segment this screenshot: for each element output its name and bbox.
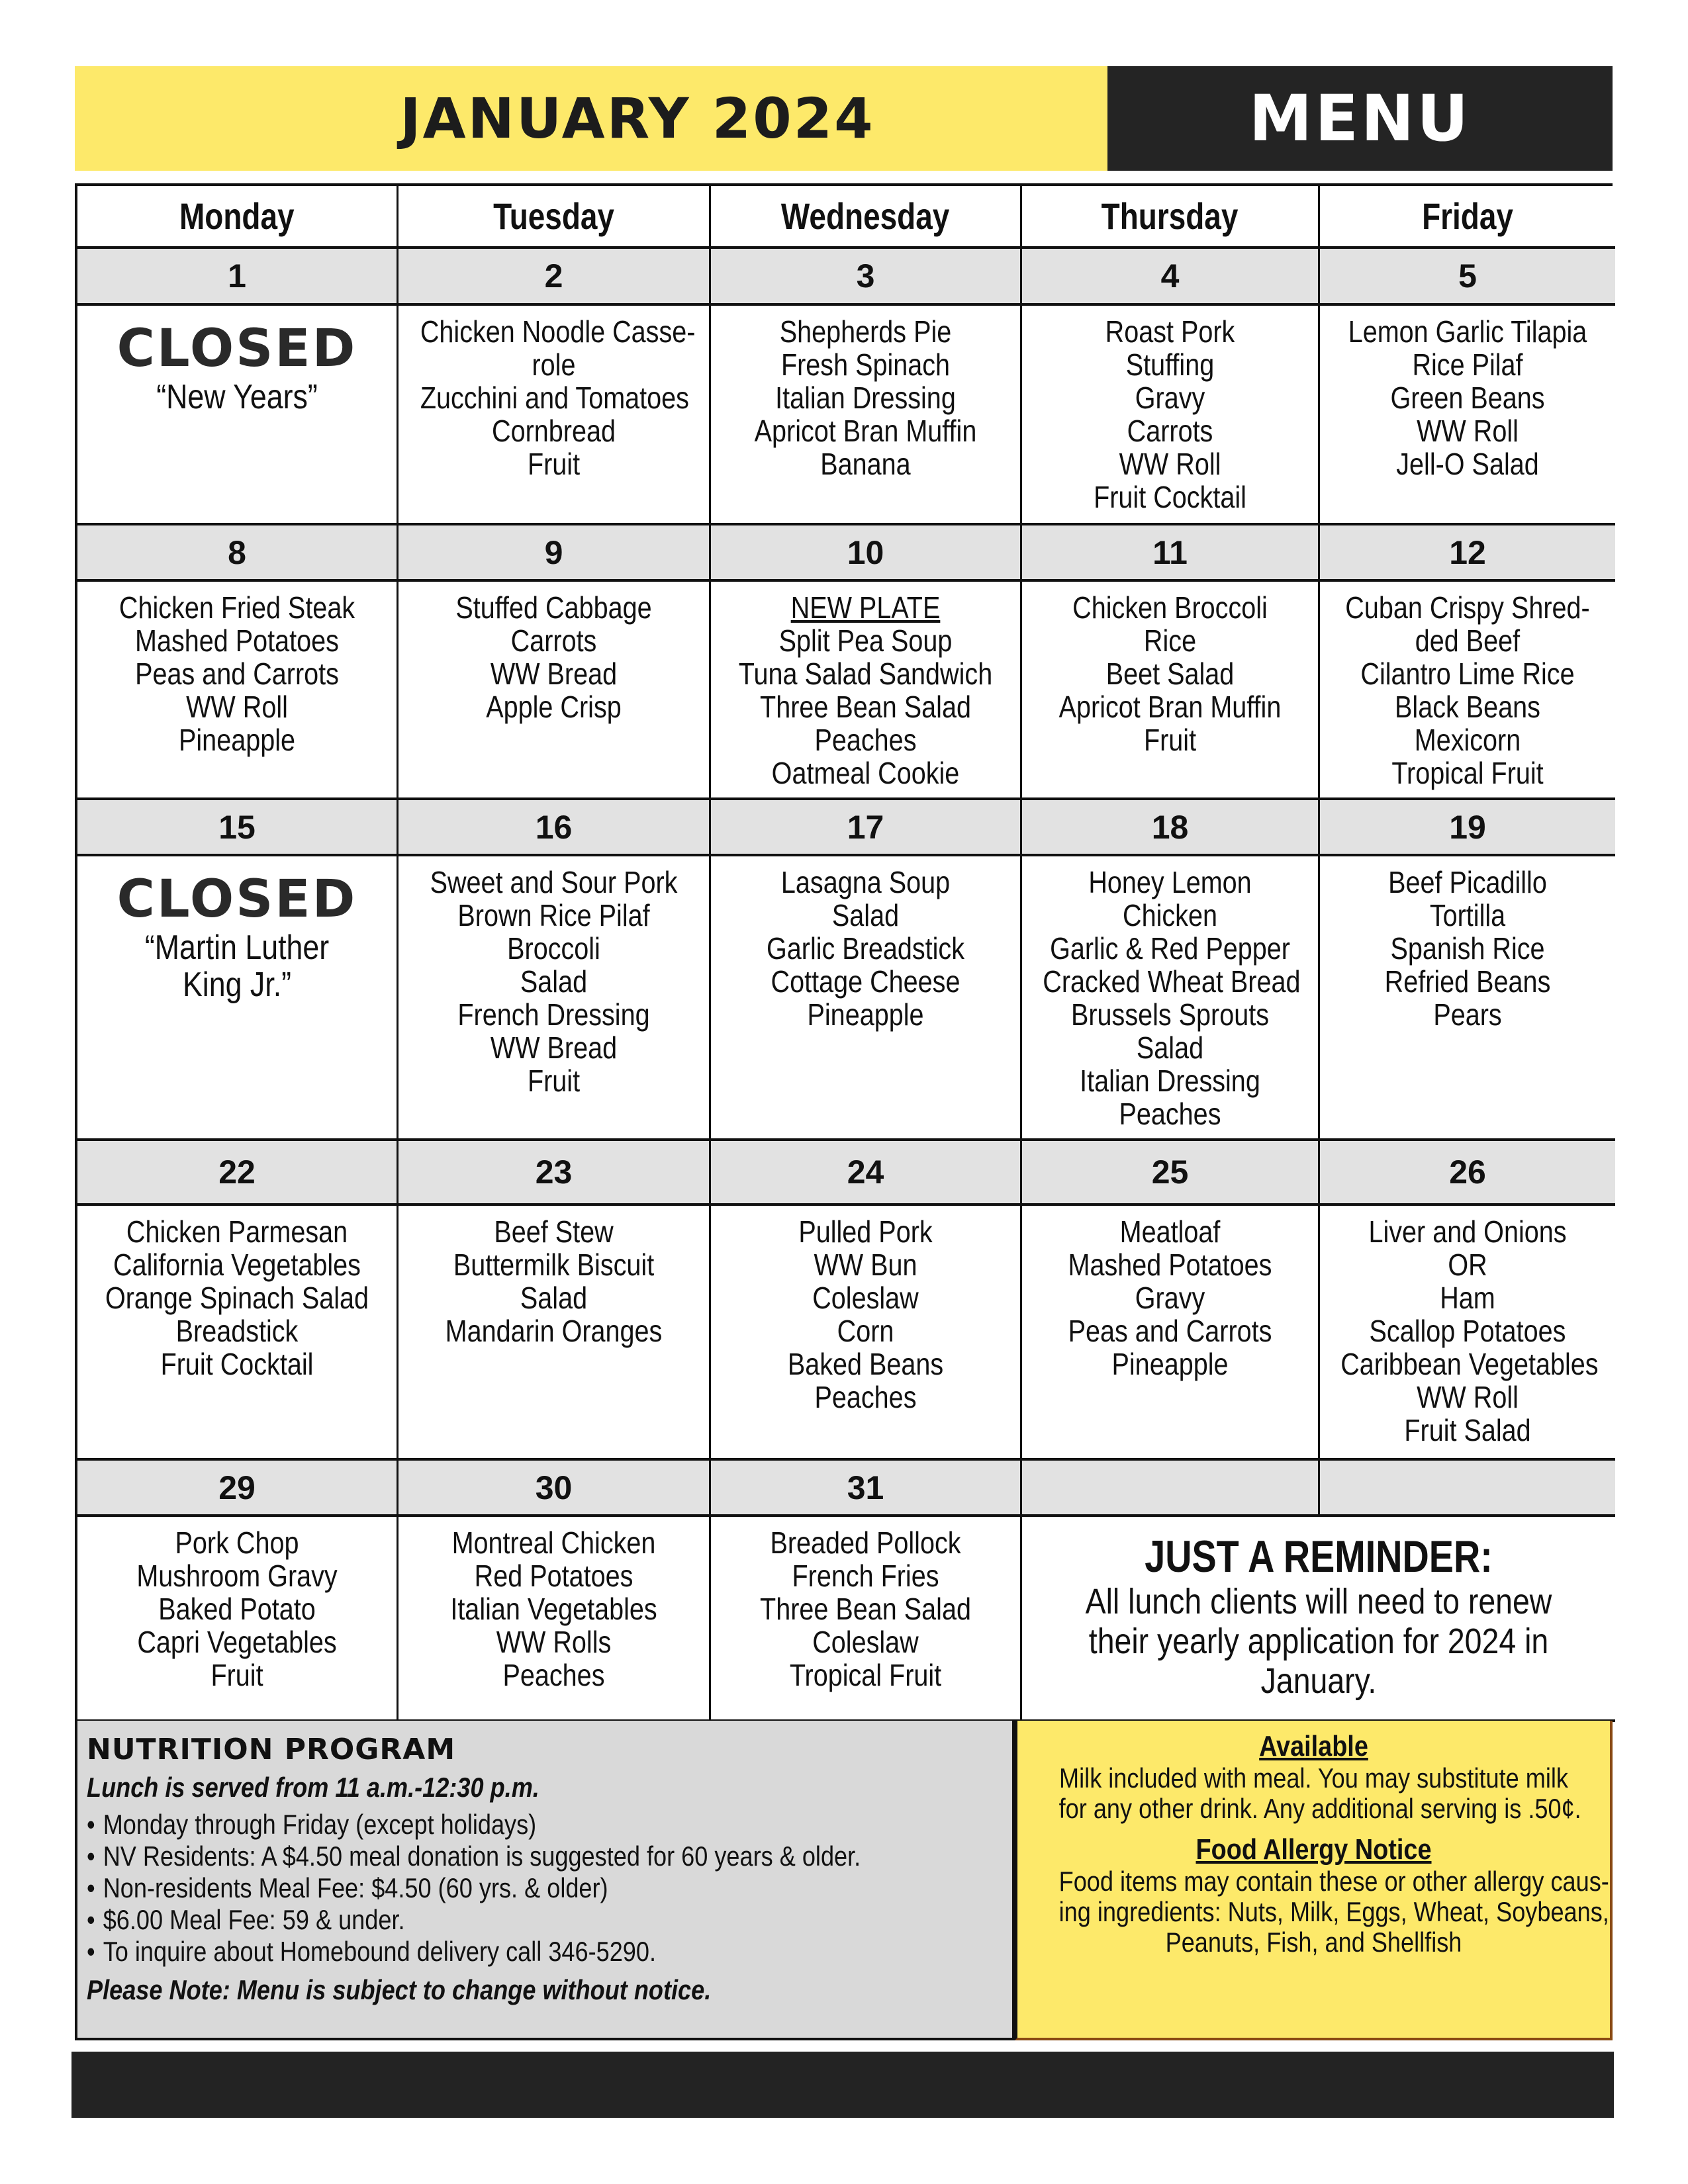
- menu-item: Tropical Fruit: [1391, 756, 1544, 790]
- menu-day-cell: [399, 1517, 711, 1722]
- nutrition-bullet: • Monday through Friday (except holidays): [87, 1809, 874, 1841]
- reminder-title: JUST A REMINDER:: [1145, 1531, 1493, 1582]
- menu-change-note: Please Note: Menu is subject to change without notice.: [87, 1974, 712, 2005]
- date-cell: 12: [1320, 525, 1615, 582]
- menu-item: Beef Stew: [494, 1214, 614, 1249]
- menu-item: Salad: [1136, 1030, 1204, 1065]
- menu-item: Buttermilk Biscuit: [453, 1248, 655, 1282]
- menu-item: Carrots: [1127, 414, 1213, 448]
- menu-day-cell: [711, 582, 1022, 800]
- menu-item: Corn: [837, 1314, 894, 1348]
- menu-item: Oatmeal Cookie: [771, 756, 960, 790]
- menu-banner: [1107, 66, 1613, 171]
- menu-item: Mashed Potatoes: [1068, 1248, 1272, 1282]
- menu-day-cell: [711, 1517, 1022, 1722]
- menu-item: WW Bread: [490, 657, 618, 691]
- menu-item: Cornbread: [492, 414, 616, 448]
- menu-item: Apricot Bran Muffin: [754, 414, 977, 448]
- holiday-name: King Jr.”: [182, 966, 292, 1004]
- day-header-tuesday: [399, 186, 711, 249]
- menu-item: Carrots: [510, 623, 597, 658]
- menu-item: WW Bun: [814, 1248, 917, 1282]
- available-line: Milk included with meal. You may substitute milk: [1059, 1762, 1568, 1794]
- menu-item: Chicken Broccoli: [1072, 590, 1268, 625]
- menu-item: Chicken: [1123, 898, 1217, 933]
- lunch-hours: Lunch is served from 11 a.m.-12:30 p.m.: [87, 1772, 539, 1803]
- nutrition-program-panel: [75, 1721, 1015, 2040]
- date-cell: 4: [1022, 249, 1320, 306]
- menu-item: Chicken Parmesan: [126, 1214, 348, 1249]
- nutrition-bullet: • $6.00 Meal Fee: 59 & under.: [87, 1904, 874, 1936]
- menu-item: Banana: [820, 447, 911, 481]
- menu-day-cell: [1022, 306, 1320, 525]
- allergy-line: ing ingredients: Nuts, Milk, Eggs, Wheat, Soybeans,: [1058, 1896, 1609, 1927]
- menu-item: Breaded Pollock: [770, 1525, 961, 1560]
- menu-item: Red Potatoes: [474, 1559, 633, 1593]
- nutrition-bullet: • NV Residents: A $4.50 meal donation is suggested for 60 years & older.: [87, 1841, 874, 1872]
- menu-item: Zucchini and Tomatoes: [420, 381, 689, 415]
- allergy-line: Food items may contain these or other allergy caus-: [1058, 1866, 1609, 1897]
- menu-item: Beef Picadillo: [1388, 865, 1547, 899]
- footer-bar: [71, 2052, 1614, 2118]
- date-cell: 16: [399, 800, 711, 856]
- menu-item: role: [532, 347, 576, 382]
- date-cell: 10: [711, 525, 1022, 582]
- menu-item: Three Bean Salad: [760, 690, 971, 724]
- menu-item: Chicken Fried Steak: [118, 590, 355, 625]
- menu-day-cell: [1320, 306, 1615, 525]
- date-cell: 9: [399, 525, 711, 582]
- menu-item: Capri Vegetables: [137, 1625, 337, 1659]
- day-label: Monday: [179, 195, 295, 237]
- menu-item: Fruit Cocktail: [160, 1347, 314, 1381]
- nutrition-bullet: • To inquire about Homebound delivery call 346-5290.: [87, 1936, 874, 1968]
- date-cell: 23: [399, 1141, 711, 1206]
- menu-item: Fruit: [527, 447, 581, 481]
- menu-item: Fruit: [1143, 723, 1197, 757]
- menu-item: WW Roll: [1417, 1380, 1519, 1414]
- menu-item: Sweet and Sour Pork: [430, 865, 678, 899]
- date-cell: 1: [77, 249, 399, 306]
- menu-item: Garlic Breadstick: [767, 931, 964, 966]
- menu-item: Tropical Fruit: [789, 1658, 942, 1692]
- menu-item: Liver and Onions: [1368, 1214, 1567, 1249]
- menu-item: Peaches: [1119, 1097, 1221, 1131]
- reminder-body: All lunch clients will need to renew their yearly application for 2024 in January.: [1085, 1582, 1552, 1701]
- menu-item: Montreal Chicken: [451, 1525, 656, 1560]
- menu-day-cell: [1320, 582, 1615, 800]
- menu-calendar-grid: [75, 183, 1613, 1725]
- menu-item: Green Beans: [1390, 381, 1545, 415]
- day-label: Wednesday: [781, 195, 950, 237]
- date-cell: 30: [399, 1461, 711, 1517]
- menu-day-cell: [77, 306, 399, 525]
- menu-item: Mandarin Oranges: [445, 1314, 663, 1348]
- menu-item: Refried Beans: [1384, 964, 1551, 999]
- menu-item: Peaches: [814, 723, 917, 757]
- date-cell: [1320, 1461, 1615, 1517]
- menu-item: Scallop Potatoes: [1369, 1314, 1566, 1348]
- month-title-banner: [75, 66, 1107, 171]
- menu-item: WW Roll: [1119, 447, 1221, 481]
- menu-item: Black Beans: [1395, 690, 1540, 724]
- menu-item: Gravy: [1135, 381, 1205, 415]
- nutrition-title: NUTRITION PROGRAM: [87, 1733, 456, 1766]
- menu-item: Garlic & Red Pepper: [1050, 931, 1290, 966]
- menu-item: Italian Vegetables: [450, 1592, 657, 1626]
- menu-item: French Fries: [792, 1559, 939, 1593]
- menu-item: Split Pea Soup: [778, 623, 953, 658]
- menu-item: Italian Dressing: [1080, 1064, 1260, 1098]
- day-header-monday: [77, 186, 399, 249]
- day-label: Thursday: [1102, 195, 1239, 237]
- menu-item: WW Rolls: [496, 1625, 612, 1659]
- menu-item: Broccoli: [507, 931, 600, 966]
- menu-item: Spanish Rice: [1390, 931, 1545, 966]
- nutrition-bullets: [87, 1809, 1003, 1968]
- menu-item: Salad: [520, 1281, 588, 1315]
- menu-item: French Dressing: [457, 997, 650, 1032]
- closed-label: CLOSED: [117, 319, 357, 379]
- menu-item: Coleslaw: [812, 1625, 919, 1659]
- day-header-friday: [1320, 186, 1615, 249]
- menu-item: California Vegetables: [113, 1248, 361, 1282]
- date-cell: 26: [1320, 1141, 1615, 1206]
- menu-item: Orange Spinach Salad: [105, 1281, 369, 1315]
- day-label: Friday: [1422, 195, 1513, 237]
- menu-item: Fruit Salad: [1404, 1413, 1531, 1447]
- menu-day-cell: [711, 1206, 1022, 1461]
- menu-day-cell: [77, 856, 399, 1141]
- date-cell: 5: [1320, 249, 1615, 306]
- reminder-box: [1022, 1517, 1615, 1722]
- date-cell: 29: [77, 1461, 399, 1517]
- menu-item: Pulled Pork: [798, 1214, 933, 1249]
- date-cell: 15: [77, 800, 399, 856]
- menu-item: Peas and Carrots: [1068, 1314, 1272, 1348]
- menu-item: Tortilla: [1429, 898, 1506, 933]
- date-cell: 3: [711, 249, 1022, 306]
- menu-item: Peas and Carrots: [135, 657, 339, 691]
- date-cell: 17: [711, 800, 1022, 856]
- date-cell: 2: [399, 249, 711, 306]
- holiday-name: “New Years”: [156, 378, 318, 416]
- menu-item: Peaches: [502, 1658, 605, 1692]
- menu-day-cell: [1022, 856, 1320, 1141]
- menu-item: Peaches: [814, 1380, 917, 1414]
- menu-item: Cottage Cheese: [771, 964, 961, 999]
- menu-day-cell: [711, 856, 1022, 1141]
- menu-day-cell: [77, 1517, 399, 1722]
- menu-day-cell: [1320, 1206, 1615, 1461]
- date-cell: [1022, 1461, 1320, 1517]
- menu-item: Brussels Sprouts: [1070, 997, 1270, 1032]
- menu-item: Mashed Potatoes: [135, 623, 339, 658]
- menu-item: Pineapple: [807, 997, 924, 1032]
- menu-item: Honey Lemon: [1088, 865, 1252, 899]
- menu-item: Rice Pilaf: [1412, 347, 1523, 382]
- menu-item: Jell-O Salad: [1396, 447, 1539, 481]
- menu-item: Lemon Garlic Tilapia: [1348, 314, 1587, 349]
- new-plate-label: NEW PLATE: [790, 590, 941, 625]
- menu-item: Pineapple: [1111, 1347, 1229, 1381]
- menu-item: Pears: [1433, 997, 1502, 1032]
- menu-item: Ham: [1440, 1281, 1495, 1315]
- menu-item: Fruit Cocktail: [1094, 480, 1246, 514]
- menu-item: Lasagna Soup: [780, 865, 951, 899]
- menu-day-cell: [399, 1206, 711, 1461]
- menu-day-cell: [77, 582, 399, 800]
- menu-day-cell: [399, 582, 711, 800]
- day-header-thursday: [1022, 186, 1320, 249]
- date-cell: 11: [1022, 525, 1320, 582]
- nutrition-bullet: • Non-residents Meal Fee: $4.50 (60 yrs. & older): [87, 1872, 874, 1904]
- menu-item: Breadstick: [175, 1314, 299, 1348]
- menu-item: Gravy: [1135, 1281, 1205, 1315]
- menu-item: Three Bean Salad: [760, 1592, 971, 1626]
- menu-item: Coleslaw: [812, 1281, 919, 1315]
- allergy-line: Peanuts, Fish, and Shellfish: [1165, 1927, 1462, 1958]
- menu-item: Fresh Spinach: [780, 347, 951, 382]
- menu-item: Tuna Salad Sandwich: [738, 657, 993, 691]
- menu-item: WW Roll: [1417, 414, 1519, 448]
- menu-item: Caribbean Vegetables: [1340, 1347, 1599, 1381]
- menu-day-cell: [1320, 856, 1615, 1141]
- menu-item: Apricot Bran Muffin: [1058, 690, 1282, 724]
- holiday-name: “Martin Luther: [144, 929, 330, 967]
- date-cell: 31: [711, 1461, 1022, 1517]
- menu-day-cell: [399, 306, 711, 525]
- menu-item: Pineapple: [179, 723, 295, 757]
- menu-item: Pork Chop: [175, 1525, 299, 1560]
- menu-item: Mexicorn: [1414, 723, 1521, 757]
- available-line: for any other drink. Any additional serving is .50¢.: [1058, 1793, 1581, 1824]
- menu-item: WW Roll: [186, 690, 288, 724]
- allergy-heading: Food Allergy Notice: [1196, 1833, 1432, 1866]
- menu-item: Cilantro Lime Rice: [1360, 657, 1575, 691]
- date-cell: 18: [1022, 800, 1320, 856]
- date-cell: 24: [711, 1141, 1022, 1206]
- menu-day-cell: [711, 306, 1022, 525]
- menu-day-cell: [1022, 1206, 1320, 1461]
- available-panel: [1015, 1721, 1613, 2040]
- menu-item: Italian Dressing: [775, 381, 956, 415]
- menu-item: Meatloaf: [1119, 1214, 1221, 1249]
- date-cell: 8: [77, 525, 399, 582]
- menu-item: Baked Potato: [158, 1592, 316, 1626]
- menu-day-cell: [399, 856, 711, 1141]
- date-cell: 25: [1022, 1141, 1320, 1206]
- date-cell: 22: [77, 1141, 399, 1206]
- menu-item: Apple Crisp: [486, 690, 622, 724]
- day-label: Tuesday: [493, 195, 614, 237]
- menu-item: Brown Rice Pilaf: [457, 898, 650, 933]
- menu-item: Beet Salad: [1105, 657, 1235, 691]
- day-header-wednesday: [711, 186, 1022, 249]
- menu-item: Cracked Wheat Bread: [1043, 964, 1301, 999]
- menu-item: WW Bread: [490, 1030, 618, 1065]
- menu-item: Rice: [1143, 623, 1197, 658]
- menu-item: Chicken Noodle Casse-: [420, 314, 696, 349]
- date-cell: 19: [1320, 800, 1615, 856]
- menu-item: Fruit: [211, 1658, 263, 1692]
- menu-item: Baked Beans: [787, 1347, 944, 1381]
- menu-item: Mushroom Gravy: [136, 1559, 338, 1593]
- menu-day-cell: [77, 1206, 399, 1461]
- menu-item: Roast Pork: [1105, 314, 1235, 349]
- available-heading: Available: [1259, 1730, 1368, 1762]
- menu-item: Salad: [520, 964, 588, 999]
- menu-item: Stuffed Cabbage: [455, 590, 652, 625]
- menu-label: MENU: [1248, 81, 1472, 156]
- menu-item: Fruit: [527, 1064, 581, 1098]
- menu-item: OR: [1448, 1248, 1487, 1282]
- month-title: JANUARY 2024: [400, 86, 875, 151]
- menu-item: Cuban Crispy Shred-: [1345, 590, 1590, 625]
- closed-label: CLOSED: [117, 870, 357, 929]
- menu-item: ded Beef: [1415, 623, 1521, 658]
- menu-day-cell: [1022, 582, 1320, 800]
- menu-item: Stuffing: [1125, 347, 1215, 382]
- menu-item: Salad: [831, 898, 900, 933]
- menu-item: Shepherds Pie: [779, 314, 952, 349]
